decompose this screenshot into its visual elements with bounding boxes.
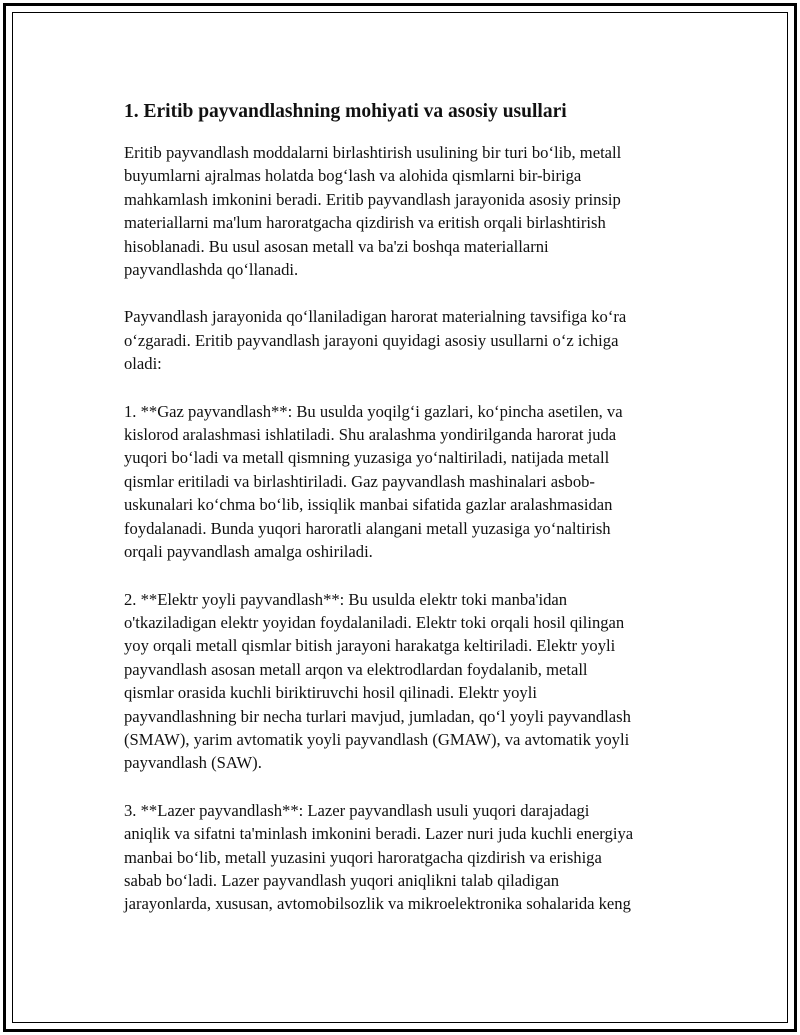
paragraph-temperature: Payvandlash jarayonida qo‘llaniladigan harorat materialning tavsifiga ko‘ra o‘zgaradi. Eritib payvandlash jarayoni quyidagi asosiy usullarni o‘z ichiga oladi: — [124, 307, 627, 374]
section-heading: 1. Eritib payvandlashning mohiyati va asosiy usullari — [124, 101, 567, 122]
paragraph-laser-welding: 3. **Lazer payvandlash**: Lazer payvandlash usuli yuqori darajadagi aniqlik va sifatni ta'minlash imkonini beradi. Lazer nuri juda kuchli energiya manbai bo‘lib, metall yuzasini yuqori haroratgacha qizdirish va erishiga sabab bo‘ladi. Lazer payvandlash yuqori aniqlikni talab qiladigan jarayonlarda, xususan, avtomobilsozlik va mikroelektronika sohalarida keng — [124, 800, 634, 914]
paragraph-gas-welding: 1. **Gaz payvandlash**: Bu usulda yoqilg‘i gazlari, ko‘pincha asetilen, va kislorod aralashmasi ishlatiladi. Shu aralashma yondirilganda harorat juda yuqori bo‘ladi va metall qismning yuzasiga yo‘naltiriladi, natijada metall qismlar eritiladi va birlashtiriladi. Gaz payvandlash mashinalari asbob- uskunalari ko‘chma bo‘lib, issiqlik manbai sifatida gazlar aralashmasidan foydalanadi. Bunda yuqori haroratli alangani metall yuzasiga yo‘naltirish orqali payvandlash amalga oshiriladi. — [124, 401, 623, 562]
document-page — [3, 3, 797, 1032]
paragraph-arc-welding: 2. **Elektr yoyli payvandlash**: Bu usulda elektr toki manba'idan o'tkaziladigan elektr yoyidan foydalaniladi. Elektr toki orqali hosil qilingan yoy orqali metall qismlar bitish jarayoni harakatga keltiriladi. Elektr yoyli payvandlash asosan metall arqon va elektrodlardan foydalanib, metall qismlar orasida kuchli biriktiruvchi hosil qilinadi. Elektr yoyli payvandlashning bir necha turlari mavjud, jumladan, qo‘l yoyli payvandlash (SMAW), yarim avtomatik yoyli payvandlash (GMAW), va avtomatik yoyli payvandlash (SAW). — [124, 589, 631, 773]
paragraph-intro: Eritib payvandlash moddalarni birlashtirish usulining bir turi bo‘lib, metall buyumlarni ajralmas holatda bog‘lash va alohida qismlarni bir-biriga mahkamlash imkonini beradi. Eritib payvandlash jarayonida asosiy prinsip materiallarni ma'lum haroratgacha qizdirish va eritish orqali birlashtirish hisoblanadi. Bu usul asosan metall va ba'zi boshqa materiallarni payvandlashda qo‘llanadi. — [124, 143, 622, 280]
document-body — [124, 98, 699, 940]
